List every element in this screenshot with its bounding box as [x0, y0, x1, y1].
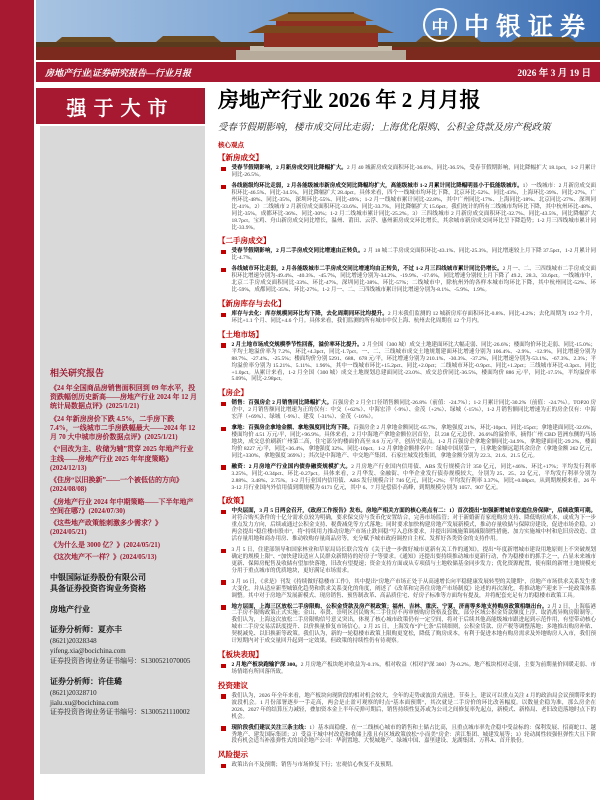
bullet-item	[218, 604, 596, 646]
company-qualification: 具备证券投资咨询业务资格	[50, 584, 146, 594]
report-type-label: 房地产行业|证券研究报告—行业月报	[45, 67, 191, 78]
left-margin-bar	[0, 0, 34, 800]
bullet-text: 2 月全国（300 城）成交土地建面环比大幅走弱、同比-26.6%；楼面均价环比走弱、同比-15.0%；平均土地溢价率为 7.2%，环比+4.3pct，同比-1.7pct。一、二、三线城市成交土地规划建面环比增速分别为 106.4%、-2.9%、-12.9%，同比增速分别为 88.7%、-27.4%、-25.5%；楼面均价分别 5291、688、678 元/平，环比增速分别为 210.1%、-30.3%、-37.2%，同比增速分别为-53.1%、-67.3%、2.3%；平均溢价率分别为 15.21%、5.11%、1.96%，其中一线城市环比+15.2pct、同比+2.0pct；二线城市环比-0.9pct、同比+1.2pct；三线城市环比-0.3pct、同比+1.0pct。从累计来看，1-2 月全国（300 城）成交土地规划总建面同比-23.0%、成交总价同比-36.5%，楼面均价 886 元/平，同比-17.5%，平均溢价率 5.09%，同比-2.98pct。	[231, 341, 597, 383]
report-body	[218, 88, 596, 773]
company-name: 中银国际证券股份有限公司	[50, 572, 146, 582]
bullet-lead: 各线城市环比走弱，2 月各能级城市二手房成交同比增速均由正转负，不过 1-2 月三四线城市累计同比仍增长。	[231, 266, 503, 273]
section-heading: 【房企】	[218, 388, 248, 398]
company-block	[50, 572, 198, 594]
analyst-phone: (8621)20328710	[50, 688, 97, 697]
bullet-square-icon	[221, 726, 226, 731]
bullet-item	[218, 342, 596, 384]
page-title: 房地产行业 2026 年 2 月月报	[218, 88, 481, 112]
bullet-item	[218, 693, 596, 721]
bullet-square-icon	[221, 580, 226, 585]
analyst-block	[50, 624, 198, 666]
bullet-item	[218, 311, 596, 325]
section-heading: 投资建议	[218, 680, 248, 690]
bullet-item	[218, 762, 596, 769]
report-link[interactable]: 《住房“以旧换新”——一个被低估的方向》(2024/08/08)	[50, 476, 183, 494]
bullet-text: 2 月 18 城二手房成交面积环比-43.1%、同比-25.3%，同比增速较上月下降 37.5pct，1-2 月累计同比-4.7%。	[231, 248, 596, 262]
section-heading: 【政策】	[218, 496, 248, 506]
bullet-text: 2 月 2 日，上海临港二手房不限购政策正式实施；金山、奉贤、崇明区居民购买二手住房不再审核购房资格及套数，部分区域公积金贷款额度上浮、取消离异购房限制等。我们认为，上海这次放松二手房限购信号意义突出，体现了核心城市政策仍有一定空间，将对于后续其他高能级城市跟进起到示范作用，有望带动核心城市二手房交易活跃度提升、以价换量修复市场信心。2 月 25 日，上海发布“沪七条”后续细则，公积金贷款、房产税等调整落地；多地推出购房补贴、契税减免、以旧换新等政策。我们认为，新的一轮稳楼市政策上限购更宽松，降低了购房成本，有利于促进本地有购房需求及外地购房人入市，我们预计短期内对于成交量回升起到一定效果，但政策的持续性仍有待观察。	[231, 603, 596, 645]
bullet-item	[218, 400, 596, 421]
section-heading: 【新房库存与去化】	[218, 299, 286, 309]
bullet-lead: 2 月土地市场成交规模季节性回落，溢价率环比提升。	[231, 341, 363, 348]
bullet-text: 2 月一、二、三四线城市二手房成交面积环比增速分别为-49.4%、-40.3%、-45.7%，同比增速分别为-34.2%、-19.9%、-17.6%，同比增速分别较上月下降了 49.2、28.3、33.6pct。一线城市中，北京二手房成交面积同比-33%、环比-47%，深圳同比-38%、环比-57%；二线城市中，除杭州外的各样本城市均环比下降，其中杭州同比-52%、环比-59%，成都同比-35%、环比-27%。1-2 月一、二、三四线城市累计同比增速分别为-8.1%、-5.9%、1.9%。	[231, 266, 596, 294]
bullet-text: 3 月 5 日，住建部领导和国家林业和草原局局长联合发布《关于进一步做好城市更新有关工作的通知》，提出“年度新增城市建设用地原则上不突破规划确定的规模上限”、“加快建设适应人民群众新期待的好房子”等要求。《通知》还提出要持续推动城市更新行动，作为稳楼市的抓手之一，凸显未来城市更新、保障房配售及收储有望加快落地，旧改有望提速；资金支持方面或从专项债与土地收储基金同步发力；优化资源配置，使有限的新增土地规模充分用于重点城市的优质地块，更好满足市场需求。	[231, 547, 596, 574]
bullet-item	[218, 165, 596, 179]
bullet-text: 1）一线城市：2 月新房成交面积环比-46.5%、同比-34.5%，同比降幅扩大 28.4pct。具体来看，四个一线城市均环比下降，北京环比-52%、同比-43%，上海环比-39%、同比-27%，广州环比-48%、同比-35%，深圳环比-55%、同比-49%；1-2 月一线城市累计同比-22.8%，其中广州同比-17%、上海同比-18%、北京同比-27%、深圳同比-41%。2）二线城市 2 月新房成交面积环比-33.6%、同比-33.7%，同比降幅扩大 15.6pct。我们统计的所有二线城市均环比下降，其中杭州环比-48%、同比-35%，成都环比-36%、同比-30%；1-2 月二线城市累计同比-25.2%。3）三四线城市 2 月新房成交面积环比-32.7%、同比-43.5%，同比降幅扩大 18.7pct。宝鸡、舟山新房成交同比增长，温州、莆田、云浮、惠州新房成交环比增长，其余城市新房成交同环比呈下降趋势；1-2 月三四线城市累计同比-33.9%。	[231, 183, 596, 231]
section-heading: 【板块表现】	[218, 650, 263, 660]
bullet-lead: 拿地：百强房企拿地金额、拿地强度同比均下降。	[231, 425, 354, 432]
boc-logo-glyph: 中	[431, 17, 449, 37]
industry-label: 房地产行业	[50, 605, 90, 615]
bullet-square-icon	[221, 664, 226, 669]
bullet-lead: 受春节假期影响，2 月新房成交同比降幅扩大。	[231, 165, 347, 172]
report-type-band	[36, 62, 600, 82]
bullet-lead: 受春节假期影响，2 月二手房成交同比增速由正转负。	[231, 248, 364, 255]
bullet-lead: 销售：百强房企 2 月销售同比降幅扩大。	[231, 400, 333, 407]
bullet-item	[218, 464, 596, 492]
bullet-lead: 2 月地产板块跑输沪深 300。	[231, 662, 301, 669]
bullet-square-icon	[221, 343, 226, 348]
analyst-email[interactable]: jialu.xu@bocichina.com	[50, 698, 119, 707]
analyst-email[interactable]: yifeng.xia@bocichina.com	[50, 647, 126, 656]
report-date: 2026 年 3 月 19 日	[517, 69, 591, 79]
bullet-square-icon	[221, 167, 226, 172]
bullet-item	[218, 425, 596, 460]
bullet-text: 对符合购买条件的十亿分需求点较为明确，要求保交房与货币化安置结合，完善市场监管；对于新婚新育家庭购房支持、降低购房成本，或成为下一步重点发力方向，后续或通过公积金支持、税费减免等方式落地；同时要求加快构建房地产发展新模式，推动存量收储与保障房建设，促进市场企稳。2）两会提出“稳住楼市股市”，将“持续用力推动房地产市场止跌回稳”写入总体要求，并提出因城施策调减限制性措施、加力实施城中村和危旧房改造、盘活存量用地和商办用房、推动收购存量商品房等，充分赋予城市政府调控自主权、发挥好各类资金的支持作用。	[231, 515, 596, 543]
report-link[interactable]: 《为什么是 3000 亿？》(2024/05/21)	[50, 540, 161, 549]
bullet-item	[218, 547, 596, 575]
rating-badge: 强于大市	[36, 88, 205, 124]
analyst-cert: 证券投资咨询业务证书编号：S1300521070005	[50, 656, 191, 665]
report-link[interactable]: 《24 年新房房价下跌 4.5%，二手房下跌 7.4%，一线城市二手房跌幅最大——2024 年 12 月 70 大中城市房价数据点评》(2025/1/21)	[50, 414, 196, 442]
report-link[interactable]: 《24 年全国商品房销售面积回到 09 年水平，投资跌幅创历史新高——房地产行业 2024 年 12 月统计局数据点评》(2025/1/21)	[50, 384, 197, 411]
bullet-square-icon	[221, 185, 226, 190]
bullet-square-icon	[221, 694, 226, 699]
report-link[interactable]: 《这次地产不一样？》(2024/05/13)	[50, 552, 157, 561]
bullet-square-icon	[221, 402, 226, 407]
bullet-lead: 融资：2 月房地产行业国内债券融资规模扩大。	[231, 463, 352, 470]
bullet-lead: 地方层面，上海三区放松二手房限购、公积金贷款及房产税政策；福州、吉林、重庆、宁夏、济南等多地支持购房政策相继出台。	[231, 603, 548, 610]
bullet-item	[218, 266, 596, 294]
report-subtitle: 受春节假期影响，楼市成交同比走弱；上海优化限购、公积金贷款及房产税政策	[218, 123, 551, 134]
analyst-block	[50, 676, 198, 718]
bullet-text: 政策出台不及预期；销售与市场修复下行；宏观信心恢复不及预期。	[231, 762, 397, 769]
bullet-square-icon	[221, 250, 226, 255]
bullet-text: 3 月 16 日，《求是》刊发《持续做好稳楼市工作》，其中提出“房地产市场正处于从高速增长向平稳健康发展转型的关键期”，房地产市场供求关系发生重大变化，并从适应新型城镇化趋势和供求关系变化的角度，阐述了《改革和完善住房地产市场制度》论述的再次深化，将推动地产迎来下一轮政策体系调整。其中对于房地产发展新模式、现房销售、预售制改革、高品质住宅、好房子标准等方面均有提及，并将配套充足有力的稳楼市政策工具。	[231, 578, 596, 599]
bullet-item	[218, 248, 596, 262]
bullet-text: 1）基本面稳健、在一二线核心城市的销售和土储占比高，且重点城市率先企稳中受益标的：保利发展、招商蛇口、越秀地产、建发国际集团；2）受益于城中村改造和收储上涨且有区域政策放松“小而美”房企：滨江集团、城建发展等；3）轮动属性较强但弹性大且下阶段有机会适当补涨弹性式的国企地产公司：华润置地、大悦城地产、绿城中国、嘉里建设、龙湖集团、万科A、首开股份。	[231, 724, 596, 745]
bullet-item	[218, 662, 596, 676]
bullet-text: 2 月末我们监测的 12 城新房库存面积环比-0.8%、同比-4.2%；去化周期为 19.2 个月，环比+1.1 个月、同比+4.6 个月。具体来看，我们监测的所有城市中仅上海、杭州去化周期在 12 个月内。	[231, 311, 596, 324]
bullet-square-icon	[221, 605, 226, 610]
bullet-lead: 库存与去化：库存规模同环比均下降，去化周期同环比均提升。	[231, 311, 388, 318]
bullet-square-icon	[221, 268, 226, 273]
boc-logo-icon	[423, 8, 457, 42]
boc-logo	[423, 7, 592, 43]
analyst-name: 证券分析师：许佳璐	[50, 676, 122, 686]
bullet-item	[218, 183, 596, 231]
analyst-phone: (8621)20328348	[50, 637, 97, 646]
bullet-lead: 中央层面，3 月 5 日两会召开，《政府工作报告》发布。房地产相关方面的核心亮点有二：1）首次提出“加强新增城市家庭住房保障”，后续政策可期。	[231, 508, 596, 515]
bullet-square-icon	[221, 427, 226, 432]
bullet-item	[218, 725, 596, 746]
sidebar-panel	[40, 126, 205, 774]
bullet-square-icon	[221, 510, 226, 515]
section-heading: 【土地市场】	[218, 329, 263, 339]
brand-name: 中银证券	[463, 14, 592, 41]
bullet-text: 百强房企 2 月全口径销售额同比-26.8%（前值：-24.7%）；1-2 月累计同比-30.2%（前值：-24.7%）。TOP20 房企中，2 月销售额同比增速为正的仅有：中交（+62%）、中海宏洋（-9%）、金茂（+2%）、绿城（-15%），1-2 月销售额同比增速为正的房企仅有：中海宏洋（+69%）、绿城（-9%）、建发（-31%）、金茂（-16%）。	[231, 400, 596, 421]
bullet-text: 2 月房地产板块绝对收益为-0.1%，相对收益（相对沪深 300）为-0.2%。地产板块相对走弱，主要为前期量价回暖走弱、市场情绪有所回落所致。	[231, 662, 596, 675]
analyst-name: 证券分析师：夏亦丰	[50, 625, 122, 635]
analyst-cert: 证券投资咨询业务证书编号：S1300521110002	[50, 708, 190, 717]
bullet-square-icon	[221, 313, 226, 318]
section-heading: 风险提示	[218, 750, 248, 760]
bullet-lead: 各线能级均环比走弱，2 月各能级城市新房成交同比降幅均扩大，高能级城市 1-2 月累计同比降幅明显小于低能级城市。	[231, 183, 523, 190]
bullet-text: 2 月 40 城新房成交面积环比-36.6%，同比-36.5%，受春节假期影响，同比降幅扩大 18.1pct，1-2 月累计同比-26.5%。	[231, 165, 596, 179]
bullet-lead: 现阶段我们建议关注三条主线：	[231, 724, 310, 731]
header-photo	[36, 0, 600, 60]
bullet-text: 百强房企 2 月拿地金额同比-65.7%，拿地强度 21%，环比-10pct、同比-15pct；拿地建面同比-32.6%，楼面均价 4.51 万元/平，同比+96.9%。具体来看，2 月中海地产拿地金额位居首位，以 238 亿元总价、26.6%的溢价率，摘得广州 CBD 琶洲东侧的马场地块，成交总价刷新广州第二高，住宅部分的楼面价高至 8.6 万元/平，创历史高点。1-2 月百强房企拿地金额同比-34.9%，拿地建面同比-29.2%，楼面均价 8227 元/平，同比+36.4%，拿地强度 32%、同比-10pct。1-2 月拿地金额排名中：绿城中国居第一，且拿地金额远超其余房企（拿地金额 262 亿元，同比+330%，拿地强度 369%）；其次是中海地产、中交地产集团、石家庄城发投集团，拿地金额分别为 22.3、21.6、21.5 亿元。	[231, 425, 596, 459]
related-reports-title: 相关研究报告	[50, 368, 105, 378]
bullet-item	[218, 579, 596, 600]
bullet-square-icon	[221, 465, 226, 470]
bullet-square-icon	[221, 764, 226, 769]
bullet-text: 我们认为，2026 年全年来看，地产板块向现阶段的相对机会较大，全年的走势或波浪式前进。节奏上，建议可以重点关注 4 月的政治局会议预期带来的波段机会。1 月份部署逐步一手走高，两会是止盈可观察的时点“基本面预期”，其次就是二手房价的环比改善幅度。以数量企稳为准，那么房企在 2026、2027 年的结算压力减轻，叠加资本金上半年反弹可期后，销售持续性复苏或为公司之间修复率先起点，新模式、新格局、老旧改造落地时点下的机会。	[231, 692, 596, 720]
bullet-item	[218, 508, 596, 543]
report-link[interactable]: 《“回改为主、收储为辅”贯穿 2025 年地产行业主线——房地产行业 2025 年年度策略》(2024/12/13)	[50, 445, 194, 472]
section-heading: 【二手房成交】	[218, 236, 271, 246]
bullet-text: 2 月房地产行业国内信用债、ABS 发行规模合计 350 亿元，同比+46%、环比+17%；平均发行利率 3.25%，同比-0.34pct、环比-0.27pct。具体来看，2 月华发、金融街、中华企业发行债券规模较大，分别为 25、25、22 亿元，平均发行利率分别为 2.88%、3.48%、2.75%。1-2 月行业国内信用债、ABS 发行规模合计 746 亿元，同比+2%；平均发行利率 3.37%，同比+0.08pct。从到期规模来看，26 年 3-12 月行业国内外信用债到期规模为 6171 亿元，其中 6、7 月是偿债小高峰，到期规模分别为 1057、907 亿元。	[231, 463, 596, 491]
report-link[interactable]: 《房地产行业 2024 年中期策略——下半年地产空间在哪?》(2024/07/30)	[50, 497, 194, 515]
bullet-square-icon	[221, 549, 226, 554]
core-view-label: 核心观点	[218, 142, 244, 150]
section-heading: 【新房成交】	[218, 153, 263, 163]
report-link[interactable]: 《这些地产政策能刺激多少需求？》(2024/05/21)	[50, 519, 162, 537]
